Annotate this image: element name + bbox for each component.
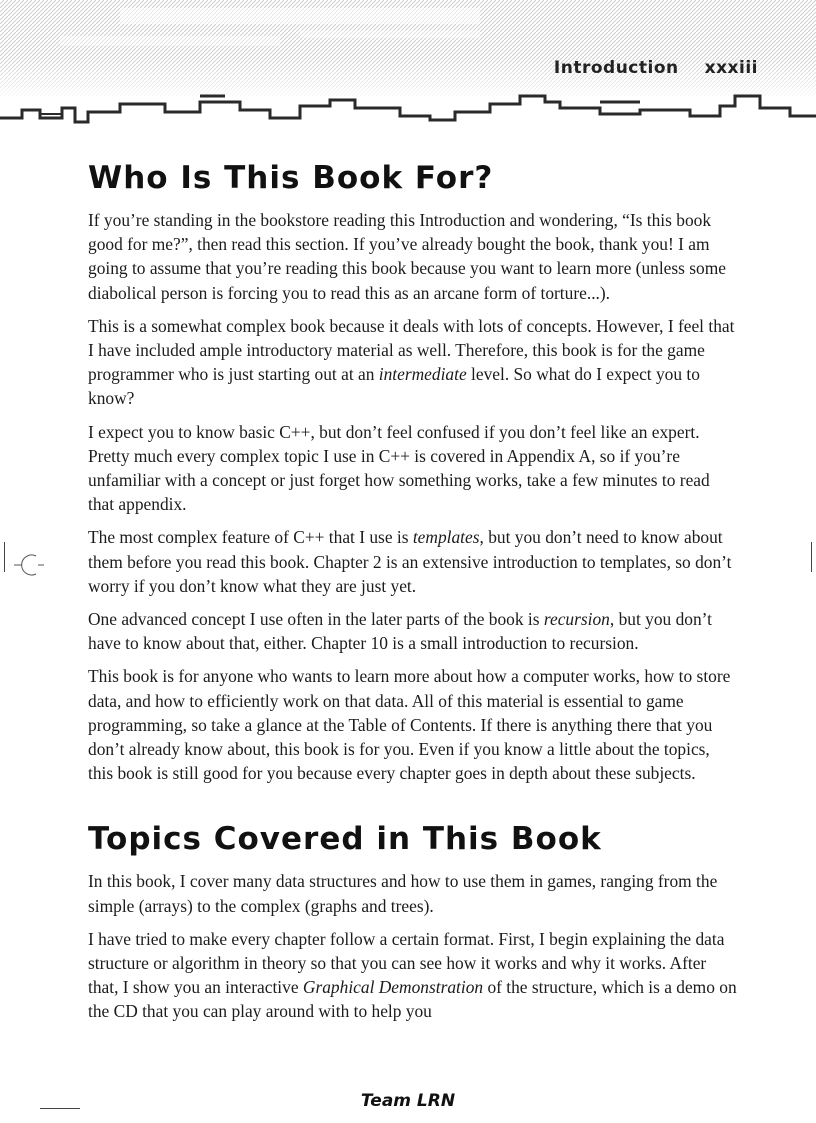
text-run: I expect you to know basic C++, but don’t feel confused if you don’t feel like an expert. Pretty much every complex topic I use in C++ is covered in Appendix A, so if you’re unfamiliar with a concept or just forget how something works, take a few minutes to read that appendix.	[88, 421, 710, 515]
text-run: The most complex feature of C++ that I use is	[88, 527, 413, 548]
body-paragraph	[88, 208, 738, 305]
text-run: This book is for anyone who wants to learn more about how a computer works, how to store data, and how to efficiently work on that data. All of this material is essential to game programming, so take a glance at the Table of Contents. If there is anything there that you don’t already know about, this book is for you. Even if you know a little about the topics, this book is still good for you because every chapter goes in depth about these subjects.	[88, 666, 731, 784]
text-run: In this book, I cover many data structures and how to use them in games, ranging from the simple (arrays) to the complex (graphs and trees).	[88, 871, 718, 916]
text-run: I have tried to make every chapter follow a certain format. First, I begin explaining the data structure or algorithm in theory so that you can see how it works and why it works. After that, I show you an interactive	[88, 928, 725, 998]
text-run: This is a somewhat complex book because it deals with lots of concepts. However, I feel that I have included ample introductory material as well. Therefore, this book is for the game programmer who is just starting out at an	[88, 315, 735, 385]
body-paragraph	[88, 525, 738, 598]
register-mark-icon	[14, 550, 44, 580]
body-paragraph	[88, 607, 738, 655]
section-heading: Who Is This Book For?	[88, 160, 494, 196]
header-texture	[0, 0, 816, 96]
header-band	[0, 0, 816, 96]
body-paragraph	[88, 420, 738, 517]
running-head-section: Introduction	[553, 58, 679, 78]
crop-mark-left	[4, 542, 5, 572]
section-heading: Topics Covered in This Book	[88, 821, 602, 858]
text-run: of the structure, which is a demo on the CD that you can play around with to help you	[88, 977, 737, 1022]
text-run: If you’re standing in the bookstore reading this Introduction and wondering, “Is this book good for me?”, then read this section. If you’ve already bought the book, thank you! I am going to assume that you’re reading this book because you want to learn more (unless some diabolical person is forcing you to read this as an arcane form of torture...).	[88, 210, 726, 303]
body-paragraph	[88, 664, 738, 785]
text-run: level. So what do I expect you to know?	[88, 364, 700, 409]
circuit-line-decoration	[0, 88, 816, 128]
emphasis-text: recursion	[543, 609, 610, 630]
emphasis-text: Graphical Demonstration	[302, 977, 484, 998]
body-paragraph	[88, 869, 738, 917]
footer-text: Team LRN	[360, 1091, 456, 1111]
emphasis-text: templates	[412, 527, 480, 548]
body-paragraph	[88, 927, 738, 1024]
emphasis-text: intermediate	[378, 364, 467, 385]
body-paragraph	[88, 314, 738, 411]
page-number: xxxiii	[704, 58, 758, 78]
text-run: , but you don’t need to know about them before you read this book. Chapter 2 is an extensive introduction to templates, so don’t worry if you don’t know what they are just yet.	[88, 527, 732, 596]
text-run: , but you don’t have to know about that, either. Chapter 10 is a small introduction to recursion.	[88, 609, 712, 654]
page-content	[88, 160, 738, 1033]
text-run: One advanced concept I use often in the later parts of the book is	[88, 609, 544, 630]
running-head	[554, 58, 758, 78]
crop-mark-right	[811, 542, 812, 572]
